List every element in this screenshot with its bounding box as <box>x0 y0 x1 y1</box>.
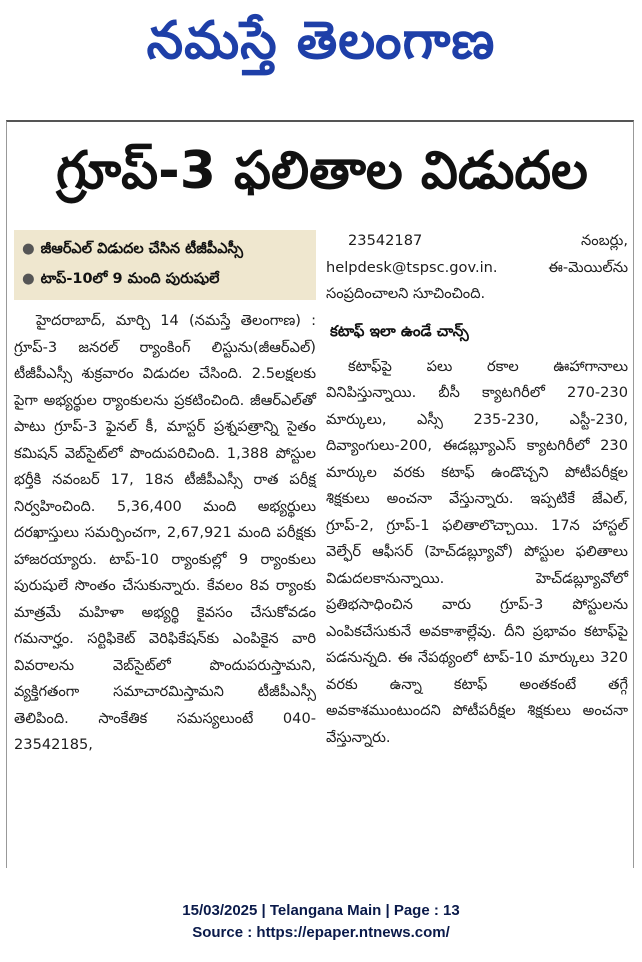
article-column-right <box>326 228 633 751</box>
footer-date-page: 15/03/2025 | Telangana Main | Page : 13 <box>182 902 460 919</box>
section-subheading: కటాఫ్ ఇలా ఉండే చాన్స్ <box>330 321 469 340</box>
highlight-item <box>22 264 308 294</box>
article-column-left <box>14 308 321 759</box>
highlight-item <box>22 234 308 264</box>
article-headline: గ్రూప్-3 ఫలితాల విడుదల <box>56 141 588 201</box>
highlight-text: జీఆర్ఎల్ విడుదల చేసిన టీజీపీఎస్సీ <box>40 241 243 257</box>
body-paragraph: 23542187 నంబర్లు, helpdesk@tspsc.gov.in. ఈ-మెయిల్‌ను సంప్రదించాలని సూచించింది. <box>326 232 633 302</box>
article-highlights-box <box>14 230 316 300</box>
footer-source: Source : https://epaper.ntnews.com/ <box>192 924 450 941</box>
bullet-icon: ● <box>22 271 35 287</box>
bullet-icon: ● <box>22 241 35 257</box>
highlight-text: టాప్-10లో 9 మంది పురుషులే <box>40 271 220 287</box>
body-paragraph: హైదరాబాద్, మార్చి 14 (నమస్తే తెలంగాణ) : గ్రూప్-3 జనరల్ ర్యాంకింగ్ లిస్టును(జీఆర్ఎల్) టీజీపీఎస్సీ శుక్రవారం విడుదల చేసింది. 2.5లక్షలకు పైగా అభ్యర్థుల ర్యాంకులను ప్రకటించింది. జీఆర్ఎల్‌తో పాటు గ్రూప్-3 ఫైనల్ కీ, మాస్టర్ ప్రశ్నపత్రాన్ని సైతం కమిషన్ వెబ్‌సైట్‌లో పొందుపరిచింది. 1,388 పోస్టుల భర్తీకి నవంబర్ 17, 18న టీజీపీఎస్సీ రాత పరీక్ష నిర్వహించింది. 5,36,400 మంది అభ్యర్థులు దరఖాస్తులు సమర్పించగా, 2,67,921 మంది పరీక్షకు హాజరయ్యారు. టాప్-10 ర్యాంకుల్లో 9 ర్యాంకులు పురుషులే సొంతం చేసుకున్నారు. కేవలం 8వ ర్యాంకు మాత్రమే మహిళా అభ్యర్థి కైవసం చేసుకోవడం గమనార్హం. సర్టిఫికెట్ వెరిఫికేషన్‌కు ఎంపికైన వారి వివరాలను వెబ్‌సైట్‌లో పొందుపరుస్తామని, వ్యక్తిగతంగా సమాచారమిస్తామని టీజీపీఎస్సీ తెలిపింది. సాంకేతిక సమస్యలుంటే 040-23542185, <box>14 312 321 753</box>
body-paragraph: కటాఫ్‌పై పలు రకాల ఊహాగానాలు వినిపిస్తున్నాయి. బీసీ క్యాటగిరీలో 270-230 మార్కులు, ఎస్సీ 235-230, ఎస్టీ-230, దివ్యాంగులు-200, ఈడబ్ల్యూఎస్ క్యాటగిరీలో 230 మార్కుల వరకు కటాఫ్ ఉండొచ్చని పోటీపరీక్షల శిక్షకులు అంచనా వేస్తున్నారు. ఇప్పటికే జేఎల్, గ్రూప్-2, గ్రూప్-1 ఫలితాలొచ్చాయి. 17న హాస్టల్ వెల్ఫేర్ ఆఫీసర్ (హెచ్‌డబ్ల్యూవో) పోస్టుల ఫలితాలు విడుదలకానున్నాయి. హెచ్‌డబ్ల్యూవోలో ప్రతిభసాధించిన వారు గ్రూప్-3 పోస్టులను ఎంపికచేసుకునే అవకాశాల్లేవు. దీని ప్రభావం కటాఫ్‌పై పడనున్నది. ఈ నేపథ్యంలో టాప్-10 మార్కులు 320 వరకు ఉన్నా కటాఫ్ అంతకంటే తగ్గే అవకాశముంటుందని పోటీపరీక్షల శిక్షకులు అంచనా వేస్తున్నారు. <box>326 357 633 746</box>
newspaper-masthead: నమస్తే తెలంగాణ <box>146 11 496 71</box>
